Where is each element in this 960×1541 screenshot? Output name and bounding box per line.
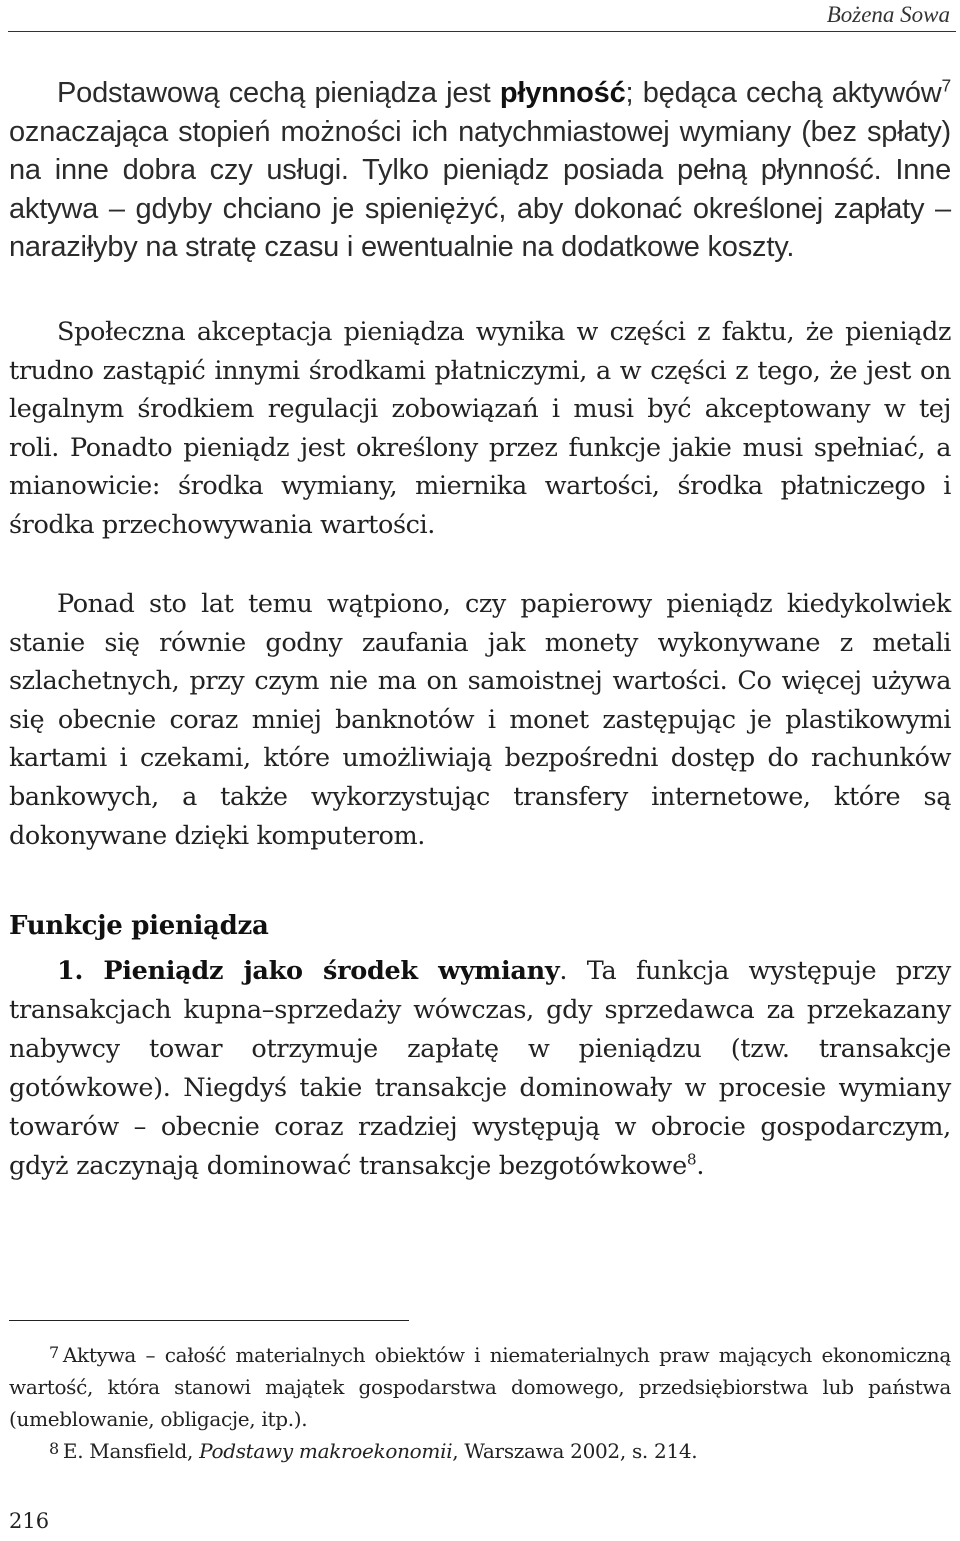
paragraph-paper-money: Ponad sto lat temu wątpiono, czy papierowy pieniądz kiedykolwiek stanie się równie godny zaufania jak monety wykonywane z metali szlachetnych, przy czym nie ma on samoistnej wartości. Co więcej używa się obecnie coraz mniej banknotów i monet zastępując je plastikowymi kartami i czekami, które umożliwiają bezpośredni dostęp do rachunków bankowych, a także wykorzystując transfery internetowe, które są dokonywane dzięki komputerom. [9,589,951,851]
paragraph-medium-of-exchange [9,952,951,1186]
footnote-7-number: 7 [49,1343,59,1362]
function-1-text: . Ta funkcja występuje przy transakcjach kupna–sprzedaży wówczas, gdy sprzedawca za przekazany nabywcy towar otrzymuje zapłatę w pieniądzu (tzw. transakcje gotówkowe). Niegdyś takie transakcje dominowały w procesie wymiany towarów – obecnie coraz rzadziej występują w obrocie gospodarczym, gdyż zaczynają dominować transakcje bezgotówkowe [9,956,951,1181]
paragraph-liquidity-text-3: oznaczająca stopień możności ich natychmiastowej wymiany (bez spłaty) na inne dobra czy usługi. Tylko pieniądz posiada pełną płynność. Inne aktywa – gdyby chciano je spieniężyć, aby dokonać określonej zapłaty – naraziłyby na stratę czasu i ewentualnie na dodatkowe koszty. [9,115,951,264]
footnote-8-author: E. Mansfield, [62,1439,200,1463]
running-header-author: Bożena Sowa [826,2,950,27]
header-rule [8,31,956,32]
footnote-ref-7[interactable]: 7 [941,75,951,96]
term-plynnosc: płynność [499,77,626,109]
function-1-lead: 1. Pieniądz jako środek wymiany [57,956,560,986]
paragraph-liquidity-text-2: ; będąca cechą aktywów [625,77,942,109]
page-number: 216 [9,1509,50,1533]
paragraph-social-acceptance: Społeczna akceptacja pieniądza wynika w części z faktu, że pieniądz trudno zastąpić innymi środkami płatniczymi, a w części z tego, że jest on legalnym środkiem regulacji zobowiązań i musi być akceptowany w tej roli. Ponadto pieniądz jest określony przez funkcje jakie musi spełniać, a mianowicie: środka wymiany, miernika wartości, środka płatniczego i środka przechowywania wartości. [9,317,951,540]
function-1-end: . [696,1151,705,1181]
footnote-8-title: Podstawy makroekonomii [199,1439,453,1463]
section-heading: Funkcje pieniądza [9,911,269,941]
footnote-separator [9,1320,409,1321]
footnote-ref-8[interactable]: 8 [686,1150,697,1169]
footnote-7-text: Aktywa – całość materialnych obiektów i niematerialnych praw mających ekonomiczną wartość, która stanowi majątek gospodarstwa domowego, przedsiębiorstwa lub państwa (umeblowanie, obligacje, itp.). [9,1343,951,1431]
footnote-8 [9,1433,951,1467]
footnote-8-publication: , Warszawa 2002, s. 214. [452,1439,698,1463]
paragraph-liquidity [9,74,951,267]
footnote-8-number: 8 [49,1439,59,1458]
footnote-7 [9,1337,951,1435]
paragraph-liquidity-text-1: Podstawową cechą pieniądza jest [57,77,500,109]
